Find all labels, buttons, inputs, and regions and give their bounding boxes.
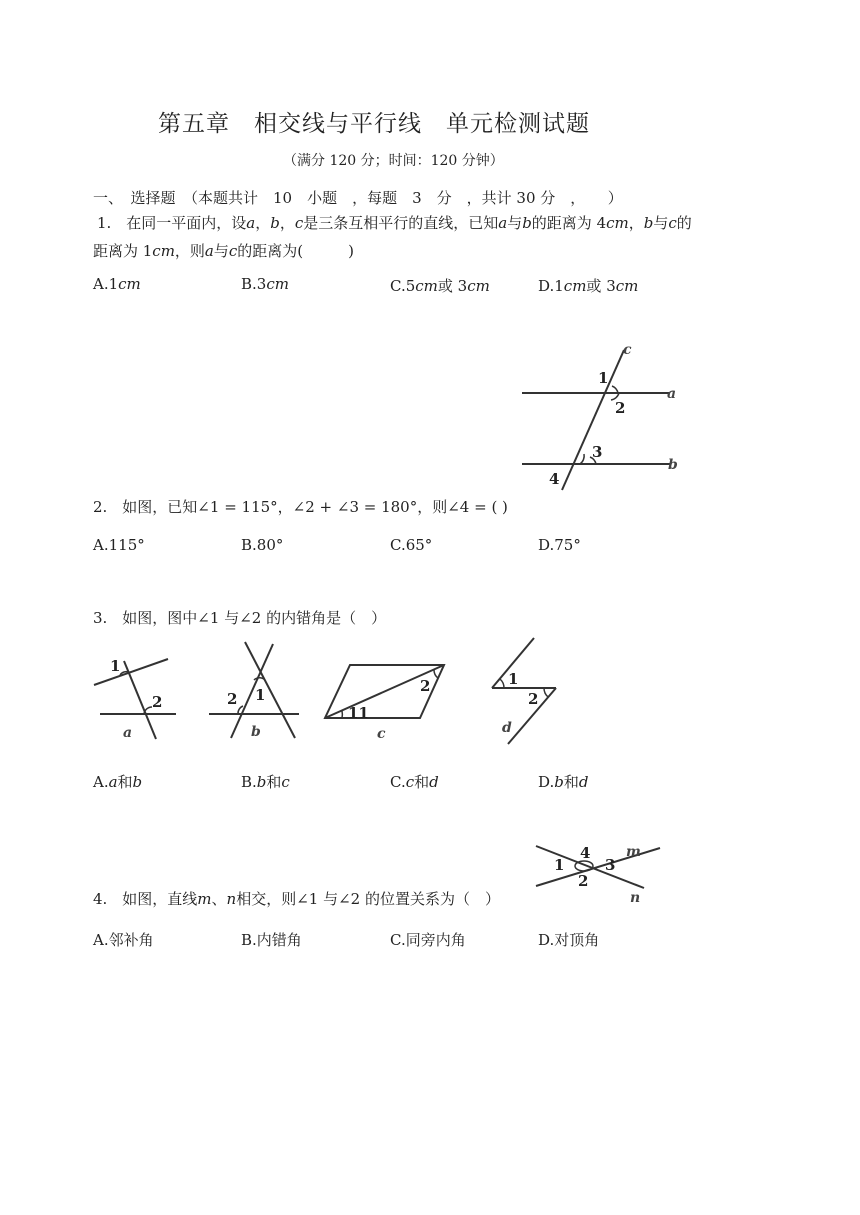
q3c-label-11: 11 <box>348 704 369 722</box>
q4-label-n: n <box>630 890 641 906</box>
q3b-label-2: 2 <box>227 690 238 708</box>
q3-text: 3. 如图，图中∠1 与∠2 的内错角是（ ） <box>93 609 387 627</box>
q3-option-b: B.𝑏和𝑐 <box>241 773 290 791</box>
q2-label-a: a <box>667 386 677 402</box>
page-title: 第五章 相交线与平行线 单元检测试题 <box>158 111 590 137</box>
q1-option-b: B.3𝑐𝑚 <box>241 275 289 293</box>
q3-figure-d <box>488 636 568 748</box>
q2-angle4-label: 4 <box>549 470 560 488</box>
q4-angle4-label: 4 <box>580 844 591 862</box>
q3a-fig-label: a <box>123 725 133 741</box>
q4-option-d: D.对顶角 <box>538 931 600 949</box>
q1-option-c: C.5𝑐𝑚或 3𝑐𝑚 <box>390 277 490 295</box>
q3c-label-2: 2 <box>420 677 431 695</box>
q3b-label-1: 1 <box>255 686 266 704</box>
q3-figure-b <box>207 638 307 746</box>
q4-figure <box>532 842 662 906</box>
q3c-fig-label: c <box>377 726 386 742</box>
q2-angle2-label: 2 <box>615 399 626 417</box>
q3a-label-2: 2 <box>152 693 163 711</box>
q1-text-line1: 1. 在同一平面内，设𝑎，𝑏，𝑐是三条互相平行的直线，已知𝑎与𝑏的距离为 4𝑐𝑚，𝑏与𝑐的 <box>97 214 692 232</box>
q2-angle1-label: 1 <box>598 369 609 387</box>
q4-option-c: C.同旁内角 <box>390 931 466 949</box>
q2-angle3-label: 3 <box>592 443 603 461</box>
q3d-fig-label: d <box>502 720 512 736</box>
q1-option-a: A.1𝑐𝑚 <box>93 275 141 293</box>
q3-option-a: A.𝑎和𝑏 <box>93 773 143 791</box>
q4-angle3-label: 3 <box>605 856 616 874</box>
q4-label-m: m <box>626 844 641 860</box>
q2-label-b: b <box>668 457 678 473</box>
q3b-fig-label: b <box>251 724 261 740</box>
q2-figure <box>520 342 690 492</box>
q2-option-b: B.80° <box>241 536 284 554</box>
q2-option-c: C.65° <box>390 536 433 554</box>
q2-text: 2. 如图，已知∠1 = 115°，∠2 + ∠3 = 180°，则∠4 = ( ) <box>93 498 508 516</box>
q3-figure-c <box>322 660 450 744</box>
q4-text: 4. 如图，直线𝑚、𝑛相交，则∠1 与∠2 的位置关系为（ ） <box>93 890 500 908</box>
q4-angle1-label: 1 <box>554 856 565 874</box>
q3d-label-1: 1 <box>508 670 519 688</box>
q3-option-c: C.𝑐和𝑑 <box>390 773 439 791</box>
section-heading: 一、 选择题 （本题共计 10 小题 ，每题 3 分 ，共计 30 分 ， ） <box>93 189 623 207</box>
q3a-label-1: 1 <box>110 657 121 675</box>
q2-option-d: D.75° <box>538 536 581 554</box>
q3-option-d: D.𝑏和𝑑 <box>538 773 589 791</box>
q4-option-b: B.内错角 <box>241 931 302 949</box>
q3d-label-2: 2 <box>528 690 539 708</box>
q3-figure-a <box>92 645 182 745</box>
page-subtitle: （满分 120 分；时间：120 分钟） <box>283 153 504 169</box>
q4-angle2-label: 2 <box>578 872 589 890</box>
q1-option-d: D.1𝑐𝑚或 3𝑐𝑚 <box>538 277 639 295</box>
q2-label-c: c <box>623 342 632 358</box>
q1-text-line2: 距离为 1𝑐𝑚，则𝑎与𝑐的距离为( ) <box>93 242 354 260</box>
q4-option-a: A.邻补角 <box>93 931 154 949</box>
q2-option-a: A.115° <box>93 536 145 554</box>
